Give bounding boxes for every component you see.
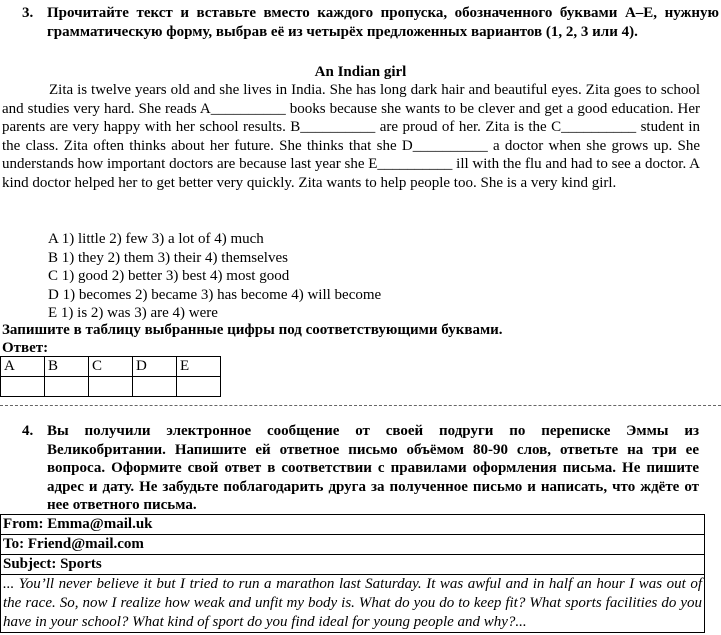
answer-table [0,356,221,397]
answer-header-cell: C [89,357,133,377]
option-c: C 1) good 2) better 3) best 4) most good [48,268,290,284]
answer-header-row [1,357,221,377]
email-subject: Subject: Sports [1,555,704,575]
email-from: From: Emma@mail.uk [1,515,704,535]
task-3-header [0,4,719,41]
task-4-header [0,422,719,515]
option-a: A 1) little 2) few 3) a lot of 4) much [48,231,264,247]
section-divider [0,405,721,406]
answer-header-cell: D [133,357,177,377]
text-title: An Indian girl [314,64,407,80]
answer-cell[interactable] [1,377,45,397]
answer-header-cell: B [45,357,89,377]
answer-options [48,230,381,323]
answer-label: Ответ: [2,340,49,356]
answer-cell[interactable] [45,377,89,397]
table-instruction: Запишите в таблицу выбранные цифры под соответствующими буквами. [2,322,503,338]
email-body: ... You’ll never believe it but I tried to run a marathon last Saturday. It was awful and in half an hour I was out of the race. So, now I realize how weak and unfit my body is. What do you do to keep fit? What sports facilities do you have in your school? What kind of sport do you find ideal for young people and why?... [3,576,702,630]
task-number: 3. [22,5,34,21]
option-e: E 1) is 2) was 3) are 4) were [48,305,218,321]
option-d: D 1) becomes 2) became 3) has become 4) will become [48,286,382,303]
task-instruction: Вы получили электронное сообщение от своей подруги по переписке Эммы из Великобритании. Напишите ей ответное письмо объёмом 80-90 слов, ответьте на три ее вопроса. Оформите свой ответ в соответствии с правилами оформления письма. Не пишите адрес и дату. Не забудьте поблагодарить друга за полученное письмо и написать, что ждёте от нее ответного письма. [47,423,699,513]
task-number: 4. [22,423,34,439]
answer-cell[interactable] [133,377,177,397]
answer-input-row [1,377,221,397]
task-instruction: Прочитайте текст и вставьте вместо каждого пропуска, обозначенного буквами A–E, нужную грамматическую форму, выбрав её из четырёх предложенных вариантов (1, 2, 3 или 4). [47,5,719,40]
answer-header-cell: E [177,357,221,377]
email-to: To: Friend@mail.com [1,535,704,555]
answer-header-cell: A [1,357,45,377]
story-text: Zita is twelve years old and she lives in India. She has long dark hair and beautiful eyes. Zita goes to school and studies very hard. She reads A__________ books because she wants to be clever and get a good education. Her parents are very happy with her school results. B__________ are proud of her. Zita is the C__________ student in the class. Zita often thinks about her future. She thinks that she D__________ a doctor when she grows up. She understands how important doctors are because last year she E__________ ill with the flu and had to see a doctor. A kind doctor helped her to get better very quickly. Zita wants to help people too. She is a very kind girl. [2,82,700,191]
answer-cell[interactable] [177,377,221,397]
answer-cell[interactable] [89,377,133,397]
option-b: B 1) they 2) them 3) their 4) themselves [48,249,288,266]
email-box [0,514,705,633]
